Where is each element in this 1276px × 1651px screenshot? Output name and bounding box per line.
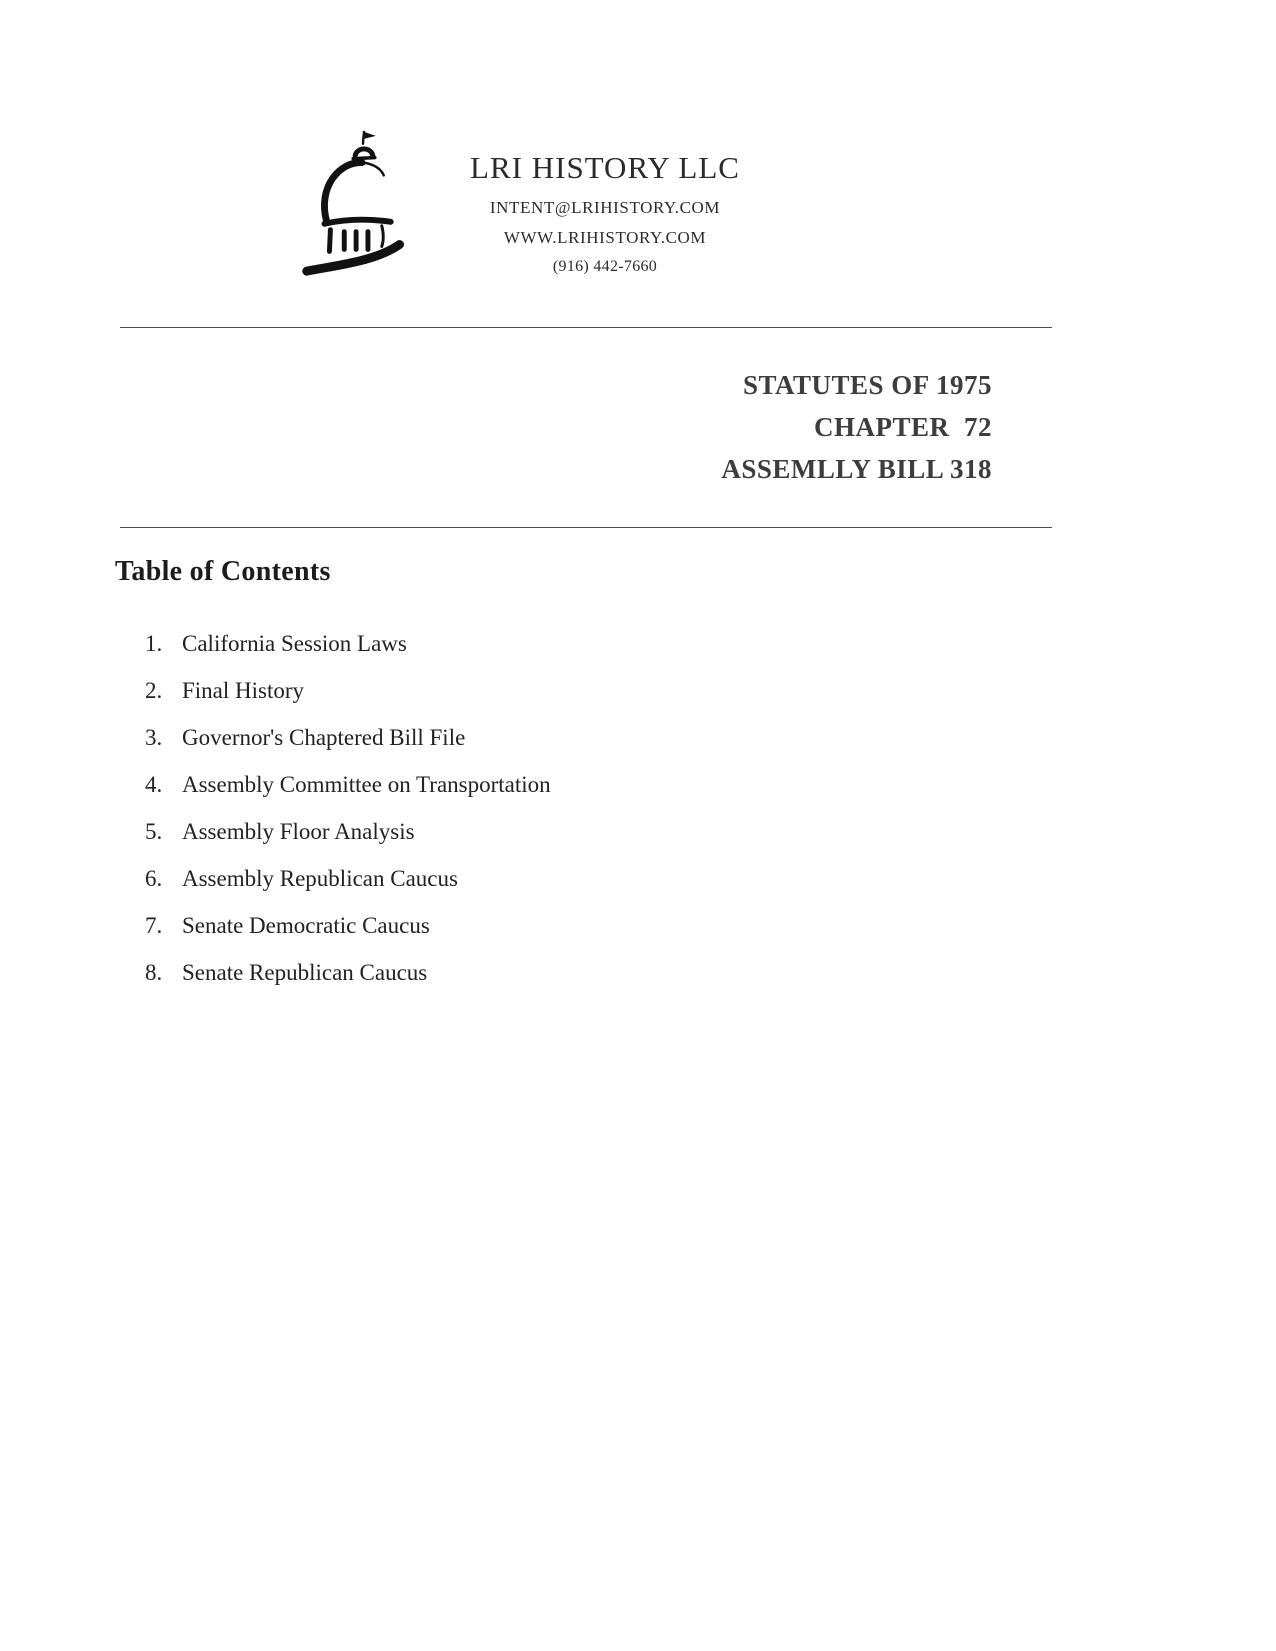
chapter-line: CHAPTER 72 [813, 412, 992, 442]
letterhead [440, 150, 770, 276]
company-name: LRI HISTORY LLC [470, 150, 740, 185]
toc-item [145, 949, 945, 996]
toc-item-label: Governor's Chaptered Bill File [182, 724, 466, 750]
toc-item-label: Assembly Floor Analysis [182, 818, 415, 844]
divider-bottom [120, 527, 1052, 528]
capitol-dome-icon [293, 126, 435, 284]
toc-item [145, 855, 945, 902]
toc-item-number: 2. [145, 677, 163, 703]
toc-item-number: 5. [145, 818, 163, 844]
title-block [420, 364, 992, 490]
bill-line: ASSEMLLY BILL 318 [721, 454, 992, 484]
toc-item-number: 8. [145, 959, 163, 985]
toc-list [145, 620, 945, 996]
phone-text: (916) 442-7660 [552, 258, 658, 275]
toc-item [145, 620, 945, 667]
toc-item [145, 902, 945, 949]
email-text: INTENT@LRIHISTORY.COM [489, 198, 721, 217]
toc-heading: Table of Contents [115, 556, 331, 587]
toc-item-label: California Session Laws [182, 630, 407, 656]
toc-item-label: Final History [182, 677, 305, 703]
statutes-line: STATUTES OF 1975 [742, 370, 992, 400]
toc-item-label: Senate Democratic Caucus [182, 912, 430, 938]
toc-item [145, 714, 945, 761]
toc-item [145, 808, 945, 855]
toc-item-number: 1. [145, 630, 163, 656]
toc-item-number: 7. [145, 912, 163, 938]
toc-item-label: Senate Republican Caucus [182, 959, 428, 985]
divider-top [120, 327, 1052, 328]
toc-item [145, 667, 945, 714]
toc-item-label: Assembly Committee on Transportation [182, 771, 551, 797]
website-text: WWW.LRIHISTORY.COM [503, 228, 707, 247]
toc-item [145, 761, 945, 808]
toc-item-label: Assembly Republican Caucus [182, 865, 458, 891]
toc-item-number: 3. [145, 724, 163, 750]
toc-item-number: 4. [145, 771, 163, 797]
toc-item-number: 6. [145, 865, 163, 891]
